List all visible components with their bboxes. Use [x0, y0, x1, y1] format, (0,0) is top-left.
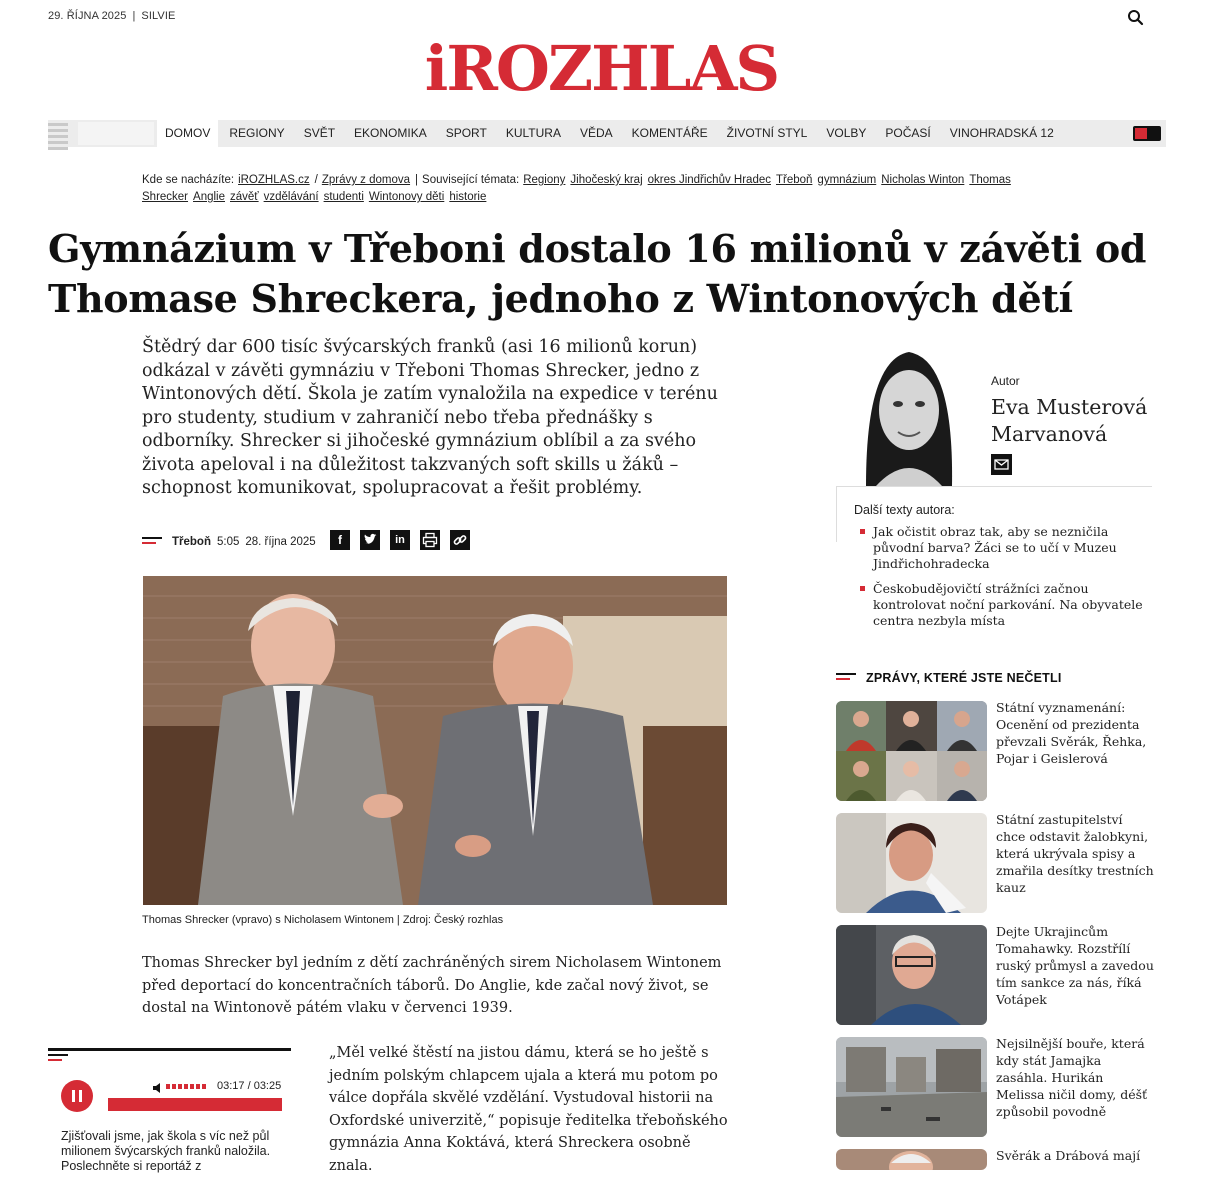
nav-item-životní-styl[interactable]: ŽIVOTNÍ STYL	[726, 126, 808, 140]
more-by-author-label: Další texty autora:	[854, 503, 955, 517]
topics-label: Související témata:	[422, 174, 520, 186]
article-paragraph: „Měl velké štěstí na jistou dámu, která se ho ještě s jedním polským chlapcem ujala a která mu potom po válce dopřála skvělé vzdělání. Vystudoval historii na Oxfordské univerzitě,“ popisuje ředitelka třeboňského gymnázia Anna Koktává, která Shreckera osobně znala.	[329, 1045, 728, 1174]
photo-caption: Thomas Shrecker (vpravo) s Nicholasem Wintonem | Zdroj: Český rozhlas	[142, 914, 504, 926]
topic-link[interactable]: historie	[449, 191, 487, 203]
nameday-label: SILVIE	[141, 10, 176, 22]
rozhlas-mark-icon	[48, 1054, 68, 1064]
mail-icon[interactable]	[991, 454, 1012, 475]
news-item[interactable]	[836, 701, 1152, 801]
nav-item-regiony[interactable]: REGIONY	[229, 126, 285, 140]
list-item[interactable]: Českobudějovičtí strážníci začnou kontrolovat noční parkování. Na obyvatele centra nezbyla místa	[856, 581, 1148, 629]
divider	[836, 486, 1152, 487]
news-title: Dejte Ukrajincům Tomahawky. Rozstřílí ruský průmysl a zavedou tím sankce za nás, říká Votápek	[996, 924, 1154, 1007]
article-perex: Štědrý dar 600 tisíc švýcarských franků (asi 16 milionů korun) odkázal v závěti gymnáziu v Třeboni Thomas Shrecker, jedno z Wintonových dětí. Škola je zatím vynaložila na expedice v terénu pro studenty, studium v zahraničí nebo třeba přednášky s odborníky. Shrecker si jihočeské gymnázium oblíbil a za svého života apeloval i na důležitost takzvaných soft skills u žáků – schopnost komunikovat, spolupracovat a řešit problémy.	[142, 337, 718, 498]
topic-link[interactable]: Nicholas Winton	[881, 174, 965, 186]
topic-link[interactable]: Jihočeský kraj	[570, 174, 643, 186]
nav-item-počasí[interactable]: POČASÍ	[885, 126, 931, 140]
top-bar	[48, 10, 175, 22]
link-icon[interactable]	[450, 530, 470, 550]
topic-link[interactable]: vzdělávání	[263, 191, 319, 203]
rozhlas-mark-icon	[142, 537, 162, 547]
article-paragraph: Thomas Shrecker byl jedním z dětí zachráněných sirem Nicholasem Wintonem před deportací do koncentračních táborů. Do Anglie, kde začal nový život, se dostal na Wintonově pátém vlaku v červenci 1939.	[142, 955, 722, 1016]
breadcrumb-separator: /	[314, 174, 318, 186]
author-photo[interactable]	[836, 340, 982, 486]
breadcrumb	[142, 172, 1142, 206]
pause-icon[interactable]	[61, 1080, 93, 1112]
article-headline: Gymnázium v Třeboni dostalo 16 milionů v závěti od Thomase Shreckera, jednoho z Wintonových dětí	[48, 226, 1147, 321]
nav-item-sport[interactable]: SPORT	[445, 126, 487, 140]
date-label: 29. ŘÍJNA 2025	[48, 10, 127, 22]
author-label: Autor	[991, 374, 1020, 388]
nav-item-komentáře[interactable]: KOMENTÁŘE	[631, 126, 708, 140]
news-title: Nejsilnější bouře, která kdy stát Jamajka zasáhla. Hurikán Melissa ničil domy, déšť způsobil povodně	[996, 1036, 1148, 1119]
news-item[interactable]	[836, 813, 1152, 913]
news-title: Svěrák a Drábová mají	[996, 1148, 1141, 1163]
topic-link[interactable]: Thomas Shrecker	[142, 174, 1011, 203]
nav-search-field[interactable]	[78, 122, 154, 145]
article-place[interactable]: Třeboň	[172, 536, 211, 548]
radio-player-toggle[interactable]	[1133, 126, 1161, 141]
menu-icon[interactable]	[48, 120, 68, 147]
news-item[interactable]	[836, 1149, 1152, 1170]
share-buttons	[330, 530, 480, 550]
nav-item-svět[interactable]: SVĚT	[303, 126, 336, 140]
topic-link[interactable]: Regiony	[523, 174, 566, 186]
news-title: Státní vyznamenání: Ocenění od prezidenta převzali Svěrák, Řehka, Pojar i Geislerová	[996, 700, 1147, 766]
divider	[836, 486, 837, 542]
topic-link[interactable]: studenti	[323, 191, 364, 203]
article-date: 28. října 2025	[245, 536, 316, 548]
nav-item-domov[interactable]: DOMOV	[157, 120, 218, 147]
audio-time: 03:17 / 03:25	[217, 1080, 282, 1092]
print-icon[interactable]	[420, 530, 440, 550]
topic-link[interactable]: gymnázium	[817, 174, 877, 186]
radio-toggle-indicator	[1135, 128, 1147, 139]
topic-link[interactable]: okres Jindřichův Hradec	[647, 174, 771, 186]
topic-link[interactable]: Wintonovy děti	[368, 191, 445, 203]
article-time: 5:05	[216, 536, 240, 548]
article-photo[interactable]	[143, 576, 727, 905]
article-meta	[142, 530, 316, 554]
divider: |	[132, 10, 136, 22]
news-thumbnail	[836, 925, 987, 1025]
audio-description: Zjišťovali jsme, jak škola s víc než půl milionem švýcarských franků naložila. Poslechněte si reportáž z	[61, 1129, 271, 1173]
nav-item-kultura[interactable]: KULTURA	[505, 126, 561, 140]
breadcrumb-link[interactable]: Zprávy z domova	[321, 174, 411, 186]
topic-link[interactable]: Třeboň	[775, 174, 813, 186]
facebook-icon[interactable]: f	[330, 530, 350, 550]
author-name[interactable]: Eva Musterová Marvanová	[991, 395, 1148, 446]
breadcrumb-link[interactable]: iROZHLAS.cz	[238, 174, 310, 186]
volume-icon[interactable]	[153, 1081, 163, 1093]
twitter-icon[interactable]	[360, 530, 380, 550]
linkedin-icon[interactable]: in	[390, 530, 410, 550]
news-item[interactable]	[836, 925, 1152, 1025]
nav-items	[157, 120, 1065, 147]
unread-news-title: ZPRÁVY, KTERÉ JSTE NEČETLI	[866, 671, 1062, 685]
topic-link[interactable]: závěť	[230, 191, 259, 203]
news-thumbnail	[836, 1037, 987, 1137]
breadcrumb-label: Kde se nacházíte:	[142, 174, 235, 186]
topic-link[interactable]: Anglie	[193, 191, 225, 203]
nav-item-vinohradská-12[interactable]: VINOHRADSKÁ 12	[949, 126, 1054, 140]
news-item[interactable]	[836, 1037, 1152, 1137]
search-icon[interactable]	[1127, 9, 1145, 27]
news-thumbnail	[836, 701, 987, 801]
rozhlas-mark-icon	[836, 673, 856, 683]
nav-item-věda[interactable]: VĚDA	[579, 126, 613, 140]
nav-item-volby[interactable]: VOLBY	[826, 126, 867, 140]
news-thumbnail	[836, 813, 987, 913]
more-by-author-list	[856, 524, 1148, 638]
news-title: Státní zastupitelství chce odstavit žalobkyni, která ukrývala spisy a zmařila desítky trestních kauz	[996, 812, 1154, 895]
site-logo[interactable]: iROZHLAS	[424, 32, 779, 105]
breadcrumb-divider: |	[415, 174, 419, 186]
audio-progress-bar[interactable]	[108, 1098, 282, 1111]
list-item[interactable]: Jak očistit obraz tak, aby se nezničila původní barva? Žáci se to učí v Muzeu Jindřichohradecka	[856, 524, 1148, 572]
news-thumbnail	[836, 1149, 987, 1170]
nav-item-ekonomika[interactable]: EKONOMIKA	[354, 126, 427, 140]
volume-slider[interactable]	[166, 1084, 208, 1089]
